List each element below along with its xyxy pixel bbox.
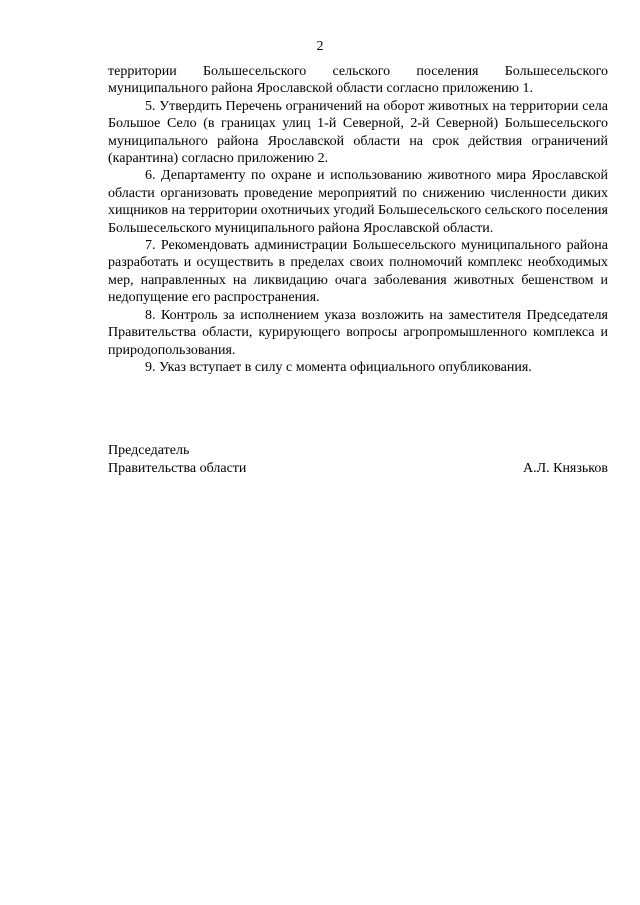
page-number: 2 <box>316 39 324 54</box>
signature-row <box>108 460 608 478</box>
paragraph-continuation: территории Большесельского сельского поселения Большесельского муниципального района Ярославской области согласно приложению 1. <box>108 64 608 97</box>
paragraph-item-5: 5. Утвердить Перечень ограничений на оборот животных на территории села Большое Село (в границах улиц 1-й Северной, 2-й Северной) Большесельского муниципального района Ярославской области на срок действия ограничений (карантина) согласно приложению 2. <box>108 98 608 167</box>
signatory-name: А.Л. Князьков <box>523 460 608 476</box>
paragraph-item-7: 7. Рекомендовать администрации Большесельского муниципального района разработать и осуществить в пределах своих полномочий комплекс необходимых мер, направленных на ликвидацию очага заболевания животных бешенством и недопущение его распространения. <box>108 238 608 306</box>
paragraph-item-6: 6. Департаменту по охране и использованию животного мира Ярославской области организовать проведение мероприятий по снижению численности диких хищников на территории охотничьих угодий Большесельского сельского поселения Большесельского муниципального района Ярославской области. <box>108 168 608 236</box>
signatory-title-line1: Председатель <box>108 443 190 458</box>
paragraph-item-9: 9. Указ вступает в силу с момента официального опубликования. <box>145 359 532 375</box>
paragraph-item-8: 8. Контроль за исполнением указа возложить на заместителя Председателя Правительства области, курирующего вопросы агропромышленного комплекса и природопользования. <box>108 307 608 358</box>
signatory-title-line2: Правительства области <box>108 460 247 476</box>
signature-block <box>108 442 608 477</box>
document-body <box>108 63 608 376</box>
